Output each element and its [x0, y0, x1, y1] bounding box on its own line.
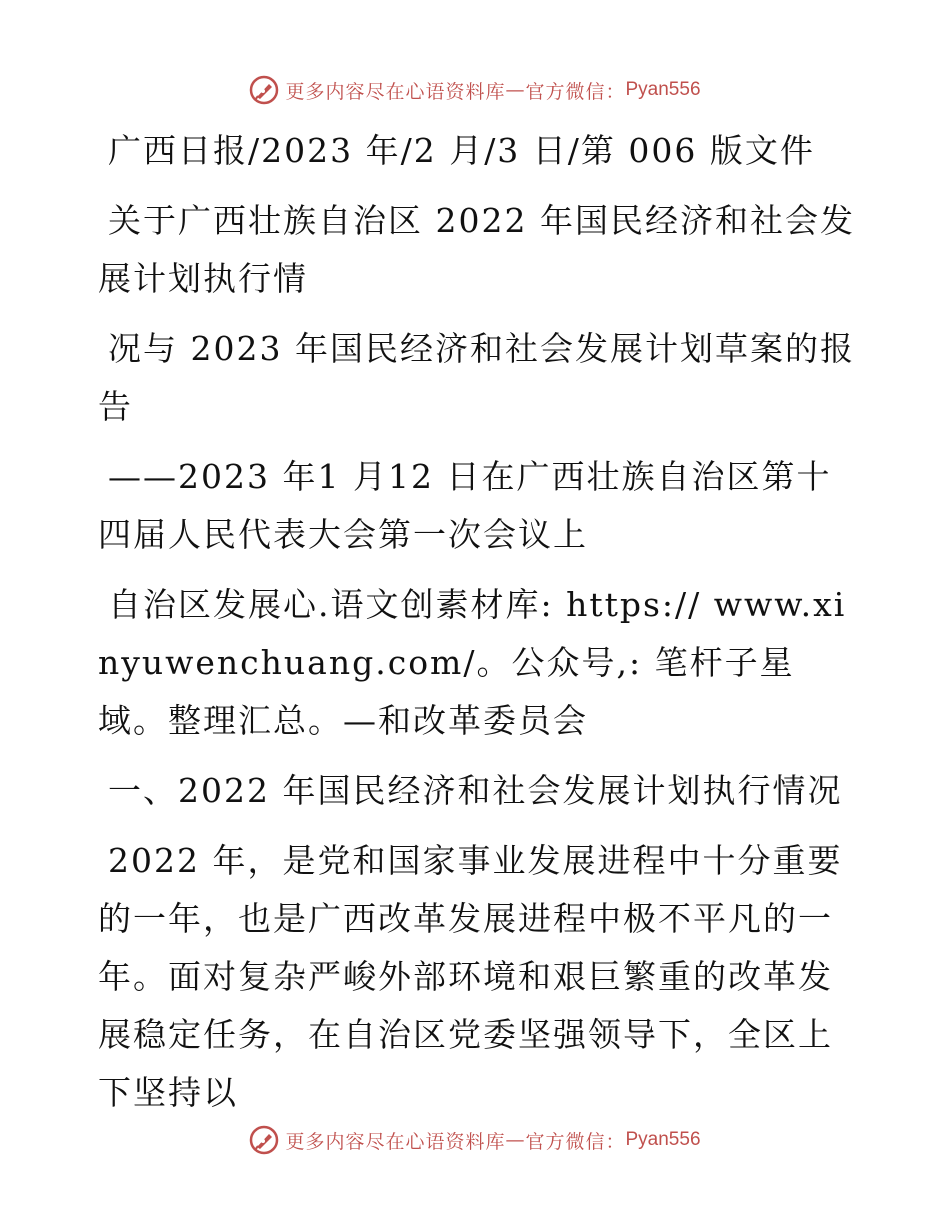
banner-wechat-label: 官方微信：	[525, 1130, 626, 1153]
banner-wechat-id: Pyan556	[625, 1129, 701, 1150]
source-line: 自治区发展心.语文创素材库: https:// www.xinyuwenchuang.com/。公众号,: 笔杆子星域。整理汇总。—和改革委员会	[98, 585, 847, 740]
banner-site-text: 更多内容尽在心语资料库	[285, 1130, 506, 1153]
bottom-banner	[0, 1120, 950, 1160]
banner-site-text: 更多内容尽在心语资料库	[285, 80, 506, 103]
document-body	[98, 122, 858, 1122]
body-paragraph: 2022 年，是党和国家事业发展进程中十分重要的一年，也是广西改革发展进程中极不平凡的一年。面对复杂严峻外部环境和艰巨繁重的改革发展稳定任务，在自治区党委坚强领导下，全区上下坚持以	[98, 841, 843, 1112]
header-line: 广西日报/2023 年/2 月/3 日/第 006 版文件	[108, 131, 815, 170]
section-heading: 一、2022 年国民经济和社会发展计划执行情况	[108, 771, 843, 810]
subtitle: ——2023 年1 月12 日在广西壮族自治区第十四届人民代表大会第一次会议上	[98, 457, 832, 554]
title-part-2: 况与 2023 年国民经济和社会发展计划草案的报告	[98, 329, 855, 426]
banner-dash: —	[505, 1129, 526, 1151]
banner-wechat-id: Pyan556	[625, 79, 701, 100]
quill-pen-logo-icon	[249, 1125, 279, 1155]
quill-pen-logo-icon	[249, 75, 279, 105]
title-part-1: 关于广西壮族自治区 2022 年国民经济和社会发展计划执行情	[98, 201, 855, 298]
banner-wechat-label: 官方微信：	[525, 80, 626, 103]
top-banner	[0, 70, 950, 110]
banner-dash: —	[505, 79, 526, 101]
